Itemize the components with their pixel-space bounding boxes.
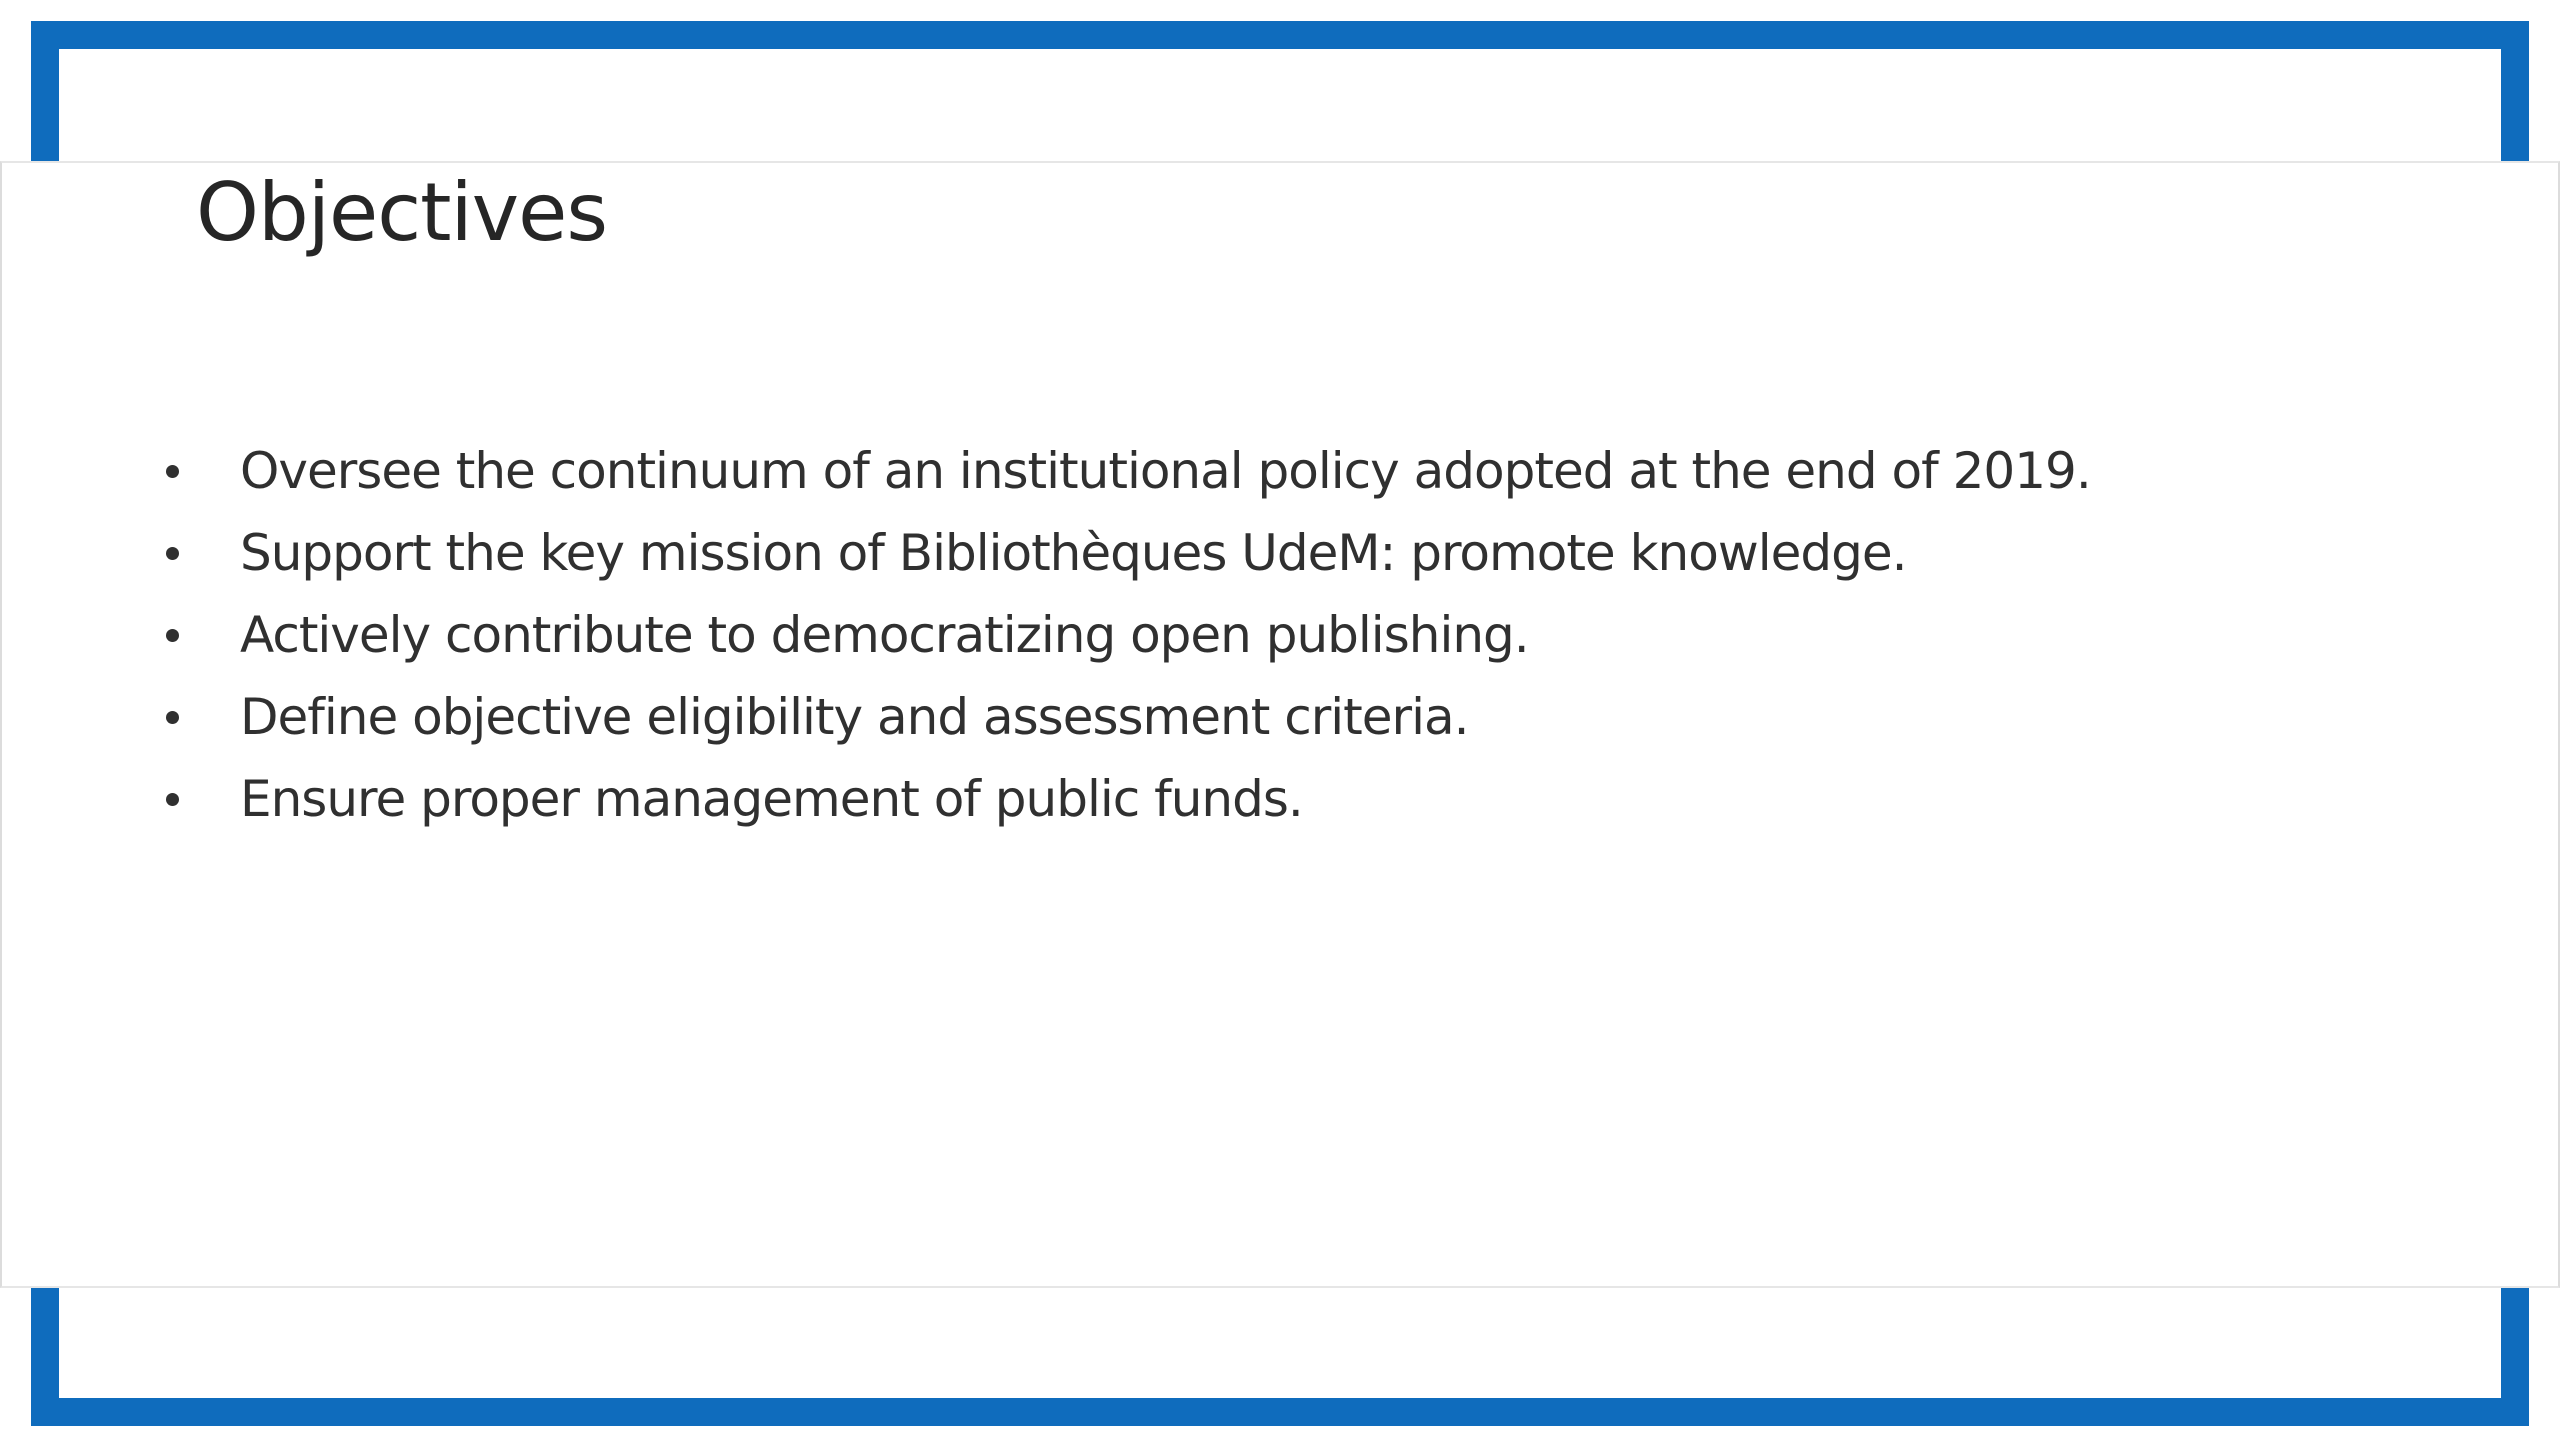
slide-title: Objectives xyxy=(196,166,608,259)
frame-top-bracket xyxy=(31,21,2529,161)
frame-bottom-bracket xyxy=(31,1288,2529,1426)
bullet-text: Define objective eligibility and assessment criteria. xyxy=(240,688,1469,746)
bullet-dot-icon xyxy=(166,465,179,478)
bullet-dot-icon xyxy=(166,711,179,724)
bullet-text: Oversee the continuum of an institutional policy adopted at the end of 2019. xyxy=(240,442,2091,500)
bullet-dot-icon xyxy=(166,793,179,806)
bullet-text: Ensure proper management of public funds. xyxy=(240,770,1303,828)
bullet-dot-icon xyxy=(166,547,179,560)
bullet-dot-icon xyxy=(166,629,179,642)
bullet-text: Actively contribute to democratizing open publishing. xyxy=(240,606,1529,664)
bullet-text: Support the key mission of Bibliothèques UdeM: promote knowledge. xyxy=(240,524,1907,582)
